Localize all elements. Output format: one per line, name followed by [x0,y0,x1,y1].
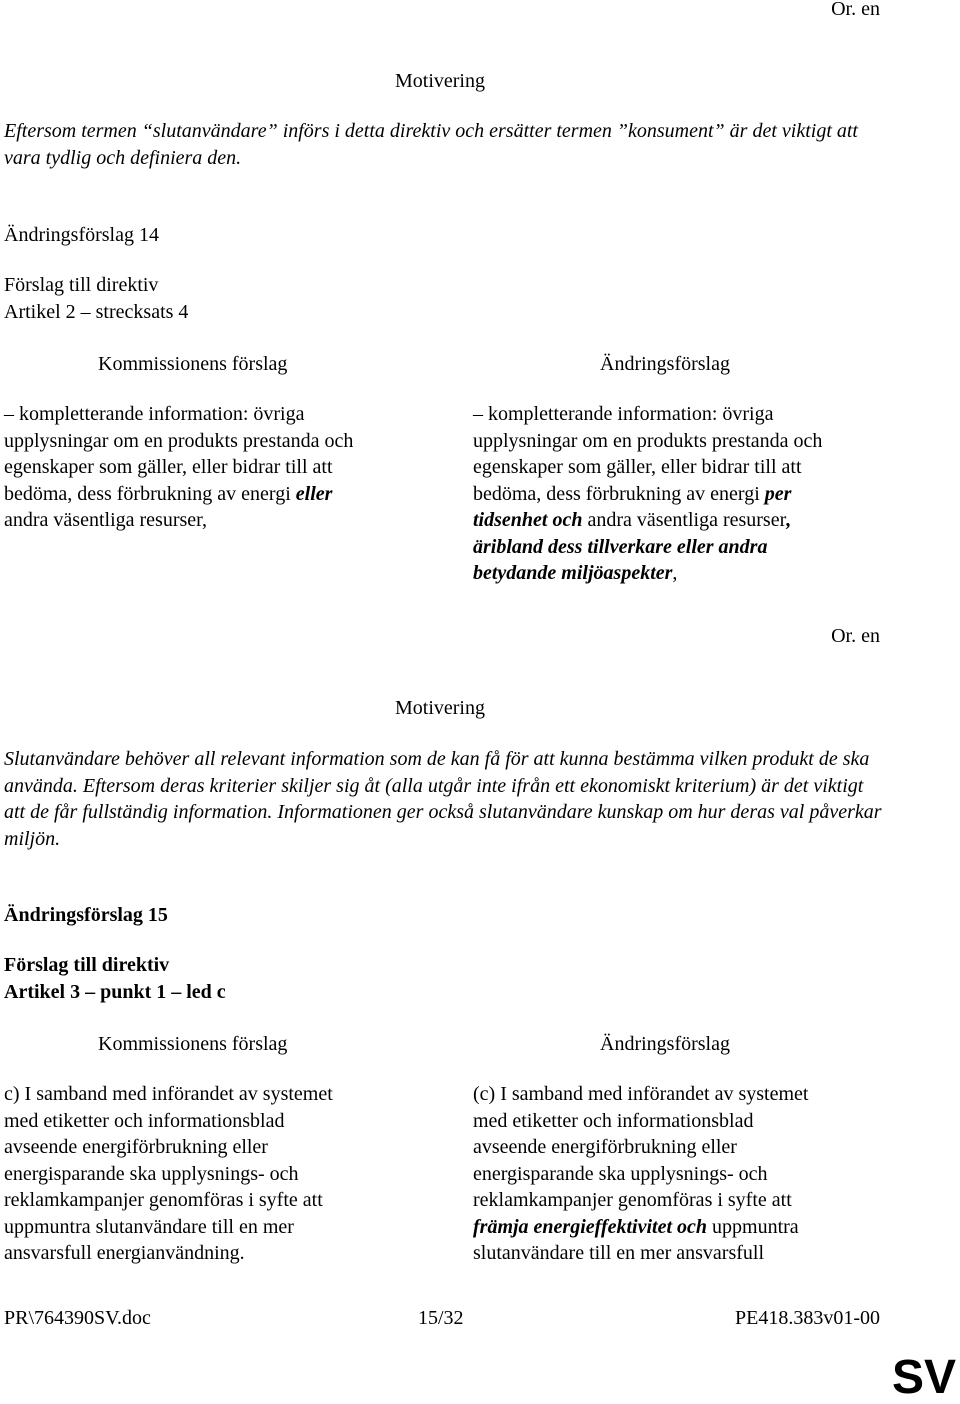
text-segment: , [672,562,678,584]
commission-text [4,401,404,534]
motivation-text: Eftersom termen “slutanvändare” införs i detta direktiv och ersätter termen ”konsument” är det viktigt att vara tydlig och definiera den. [4,120,858,169]
commission-proposal-heading: Kommissionens förslag [98,1033,288,1055]
commission-proposal-heading: Kommissionens förslag [98,353,288,375]
motivation-text: Slutanvändare behöver all relevant information som de kan få för att kunna bestämma vilken produkt de ska använda. Eftersom deras kriterier skiljer sig åt (alla utgår inte ifrån ett ekonomiskt kriterium) är det viktigt att de får fullständig information. Informationen ger också slutanvändare kunskap om hur deras val påverkar miljön. [4,748,882,850]
amendment-text [473,1081,893,1267]
amendment-number: Ändringsförslag 15 [4,904,168,926]
text-segment: andra väsentliga resurser, [4,509,207,531]
motivation-heading: Motivering [395,70,485,92]
page-number: 15/32 [418,1307,464,1329]
highlighted-text: per tidsenhet och [473,482,792,531]
text-segment: – kompletterande information: övriga upplysningar om en produkts prestanda och egenskaper som gäller, eller bidrar till att bedöma, dess förbrukning av energi [4,403,354,505]
language-badge: SV [891,1351,956,1404]
text-segment: (c) I samband med införandet av systemet med etiketter och informationsblad avseende energiförbrukning eller energisparande ska upplysnings- och reklamkampanjer genomföras i syfte att [473,1083,809,1211]
highlighted-text: , äribland dess tillverkare eller andra betydande miljöaspekter [473,509,792,584]
amendment-number: Ändringsförslag 14 [4,224,159,246]
article-reference: Artikel 3 – punkt 1 – led c [4,981,226,1003]
motivation-heading: Motivering [395,697,485,719]
amendment-heading: Ändringsförslag [600,1033,730,1055]
amendment-heading: Ändringsförslag [600,353,730,375]
proposal-label: Förslag till direktiv [4,274,159,296]
text-segment: andra väsentliga resurser [582,509,787,531]
text-segment: – kompletterande information: övriga upplysningar om en produkts prestanda och egenskaper som gäller, eller bidrar till att bedöma, dess förbrukning av energi [473,403,823,505]
original-language-label: Or. en [831,625,880,647]
amendment-text [473,401,893,587]
commission-text: c) I samband med införandet av systemet med etiketter och informationsblad avseende energiförbrukning eller energisparande ska upplysnings- och reklamkampanjer genomföras i syfte att uppmuntra slutanvändare till en mer ansvarsfull energianvändning. [4,1083,333,1264]
pe-reference: PE418.383v01-00 [735,1307,880,1329]
article-reference: Artikel 2 – strecksats 4 [4,301,189,323]
highlighted-text: eller [295,482,333,505]
highlighted-text: främja energieffektivitet och [473,1215,708,1238]
document-reference: PR\764390SV.doc [4,1307,151,1329]
text-segment: uppmuntra slutanvändare till en mer ansvarsfull [473,1215,799,1264]
proposal-label: Förslag till direktiv [4,954,170,976]
original-language-label: Or. en [831,0,880,20]
